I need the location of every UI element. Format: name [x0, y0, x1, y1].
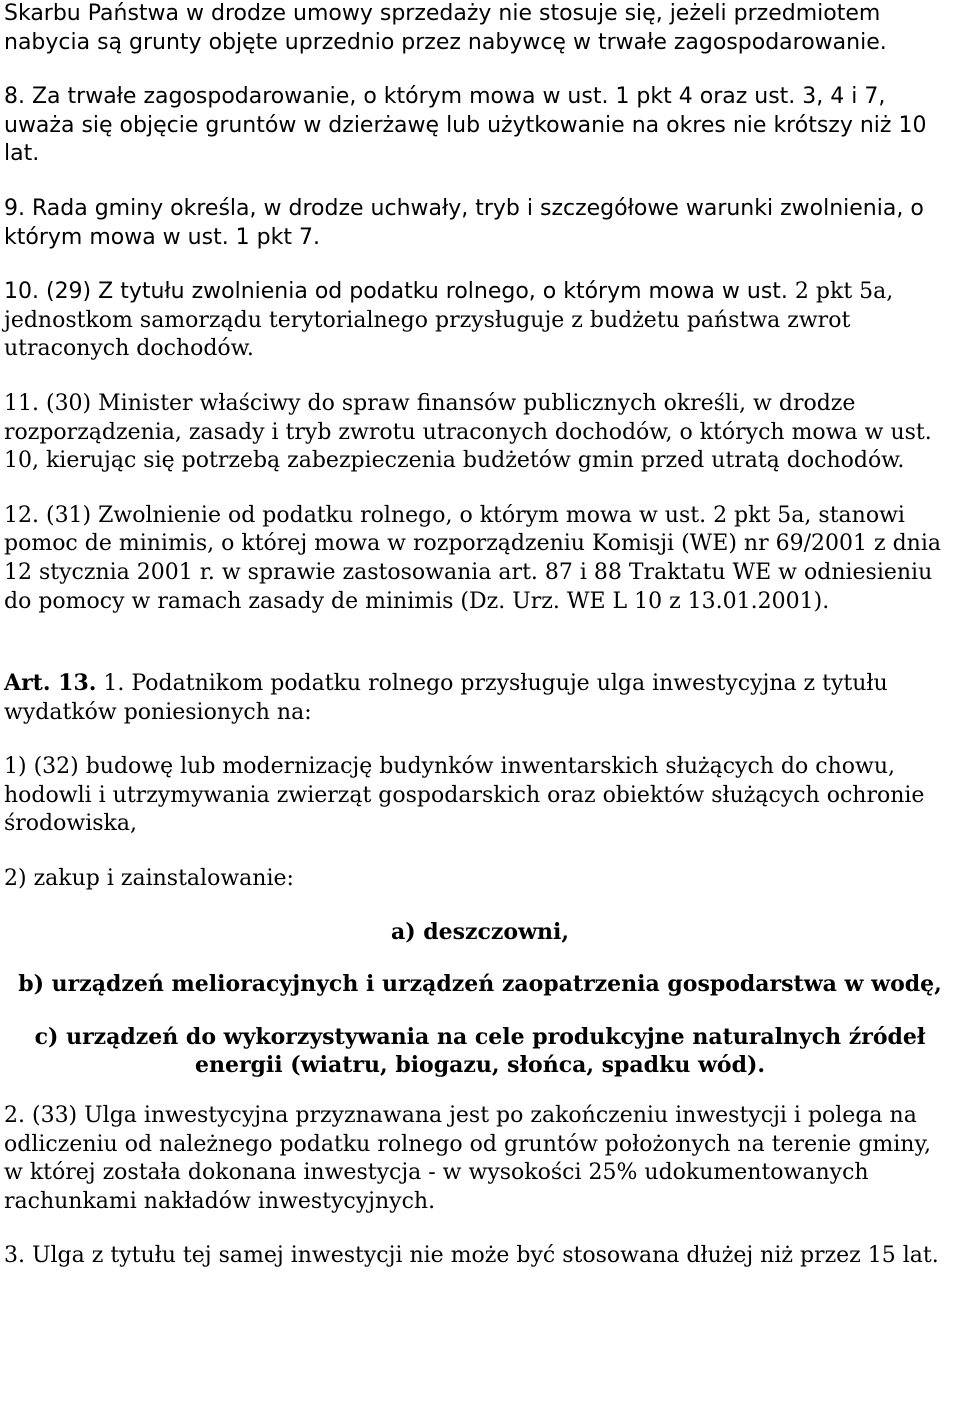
article-13-text: Podatnikom podatku rolnego przysługuje ulga inwestycyjna z tytułu wydatków poniesionych na: [4, 671, 888, 725]
paragraph-2-text: 2. (33) Ulga inwestycyjna przyznawana jest po zakończeniu inwestycji i polega na odliczeniu od należnego podatku rolnego od gruntów położonych na terenie gminy, w której została dokonana inwestycja - w wysokości 25% udokumentowanych rachunkami nakładów inwestycyjnych. [4, 1103, 931, 1214]
paragraph-8 [4, 83, 956, 169]
paragraph-11-text-b: 10, kierując się potrzebą zabezpieczenia budżetów gmin przed utratą dochodów. [4, 448, 905, 474]
article-13-number: 1. [96, 671, 125, 697]
paragraph-11-text-a: 11. (30) Minister właściwy do spraw finansów publicznych określi, w drodze rozporządzenia, zasady i tryb zwrotu utraconych dochodów, o których mowa w ust. [4, 390, 932, 445]
paragraph-intro-text: Skarbu Państwa w drodze umowy sprzedaży nie stosuje się, jeżeli przedmiotem nabycia są grunty objęte uprzednio przez nabywcę w trwałe zagospodarowanie. [4, 1, 887, 55]
paragraph-11 [4, 390, 956, 476]
list-item-2c [4, 1023, 956, 1080]
paragraph-intro [4, 0, 956, 57]
paragraph-12-text-a: 12. (31) Zwolnienie od podatku rolnego, o którym mowa w ust. [4, 502, 707, 528]
list-item-2-text: 2) zakup i zainstalowanie: [4, 866, 294, 892]
paragraph-12-text-b: 2 pkt 5a, stanowi pomoc de minimis, o której mowa w rozporządzeniu Komisji (WE) nr 69/2001 z dnia 12 stycznia 2001 r. w sprawie zastosowania art. [4, 502, 941, 585]
paragraph-12-text-c: 87 i 88 Traktatu WE w odniesieniu do pomocy w ramach zasady de minimis (Dz. Urz. WE L 10 z 13.01.2001). [4, 559, 933, 614]
article-13-heading: Art. 13. [4, 670, 97, 697]
list-item-1-text: 1) (32) budowę lub modernizację budynków inwentarskich służących do chowu, hodowli i utrzymywania zwierząt gospodarskich oraz obiektów służących ochronie środowiska, [4, 754, 925, 837]
list-item-2a-text: a) deszczowni, [390, 918, 570, 945]
list-item-2b [4, 970, 956, 999]
list-item-2b-text: b) urządzeń melioracyjnych i urządzeń zaopatrzenia gospodarstwa w wodę, [18, 971, 942, 998]
paragraph-10-text-b: 2 pkt 5a, jednostkom samorządu terytorialnego przysługuje z budżetu państwa zwrot utraconych dochodów. [4, 279, 894, 362]
paragraph-9 [4, 195, 956, 252]
article-13-paragraph-1 [4, 669, 956, 727]
paragraph-3 [4, 1242, 956, 1271]
list-item-1 [4, 753, 956, 839]
list-item-2a [4, 918, 956, 947]
list-item-2 [4, 865, 956, 894]
paragraph-3-text: 3. Ulga z tytułu tej samej inwestycji nie może być stosowana dłużej niż przez 15 lat. [4, 1243, 939, 1269]
paragraph-12 [4, 502, 956, 616]
paragraph-2 [4, 1102, 956, 1216]
paragraph-9-text: 9. Rada gminy określa, w drodze uchwały, tryb i szczegółowe warunki zwolnienia, o którym mowa w ust. 1 pkt 7. [4, 195, 924, 250]
paragraph-8-text: 8. Za trwałe zagospodarowanie, o którym mowa w ust. 1 pkt 4 oraz ust. 3, 4 i 7, uważa się objęcie gruntów w dzierżawę lub użytkowanie na okres nie krótszy niż 10 lat. [4, 84, 927, 167]
paragraph-10 [4, 278, 956, 364]
list-item-2c-text: c) urządzeń do wykorzystywania na cele produkcyjne naturalnych źródeł energii (wiatru, biogazu, słońca, spadku wód). [34, 1023, 926, 1079]
paragraph-10-text-a: 10. (29) Z tytułu zwolnienia od podatku rolnego, o którym mowa w ust. [4, 279, 788, 305]
document-page [4, 0, 956, 1271]
